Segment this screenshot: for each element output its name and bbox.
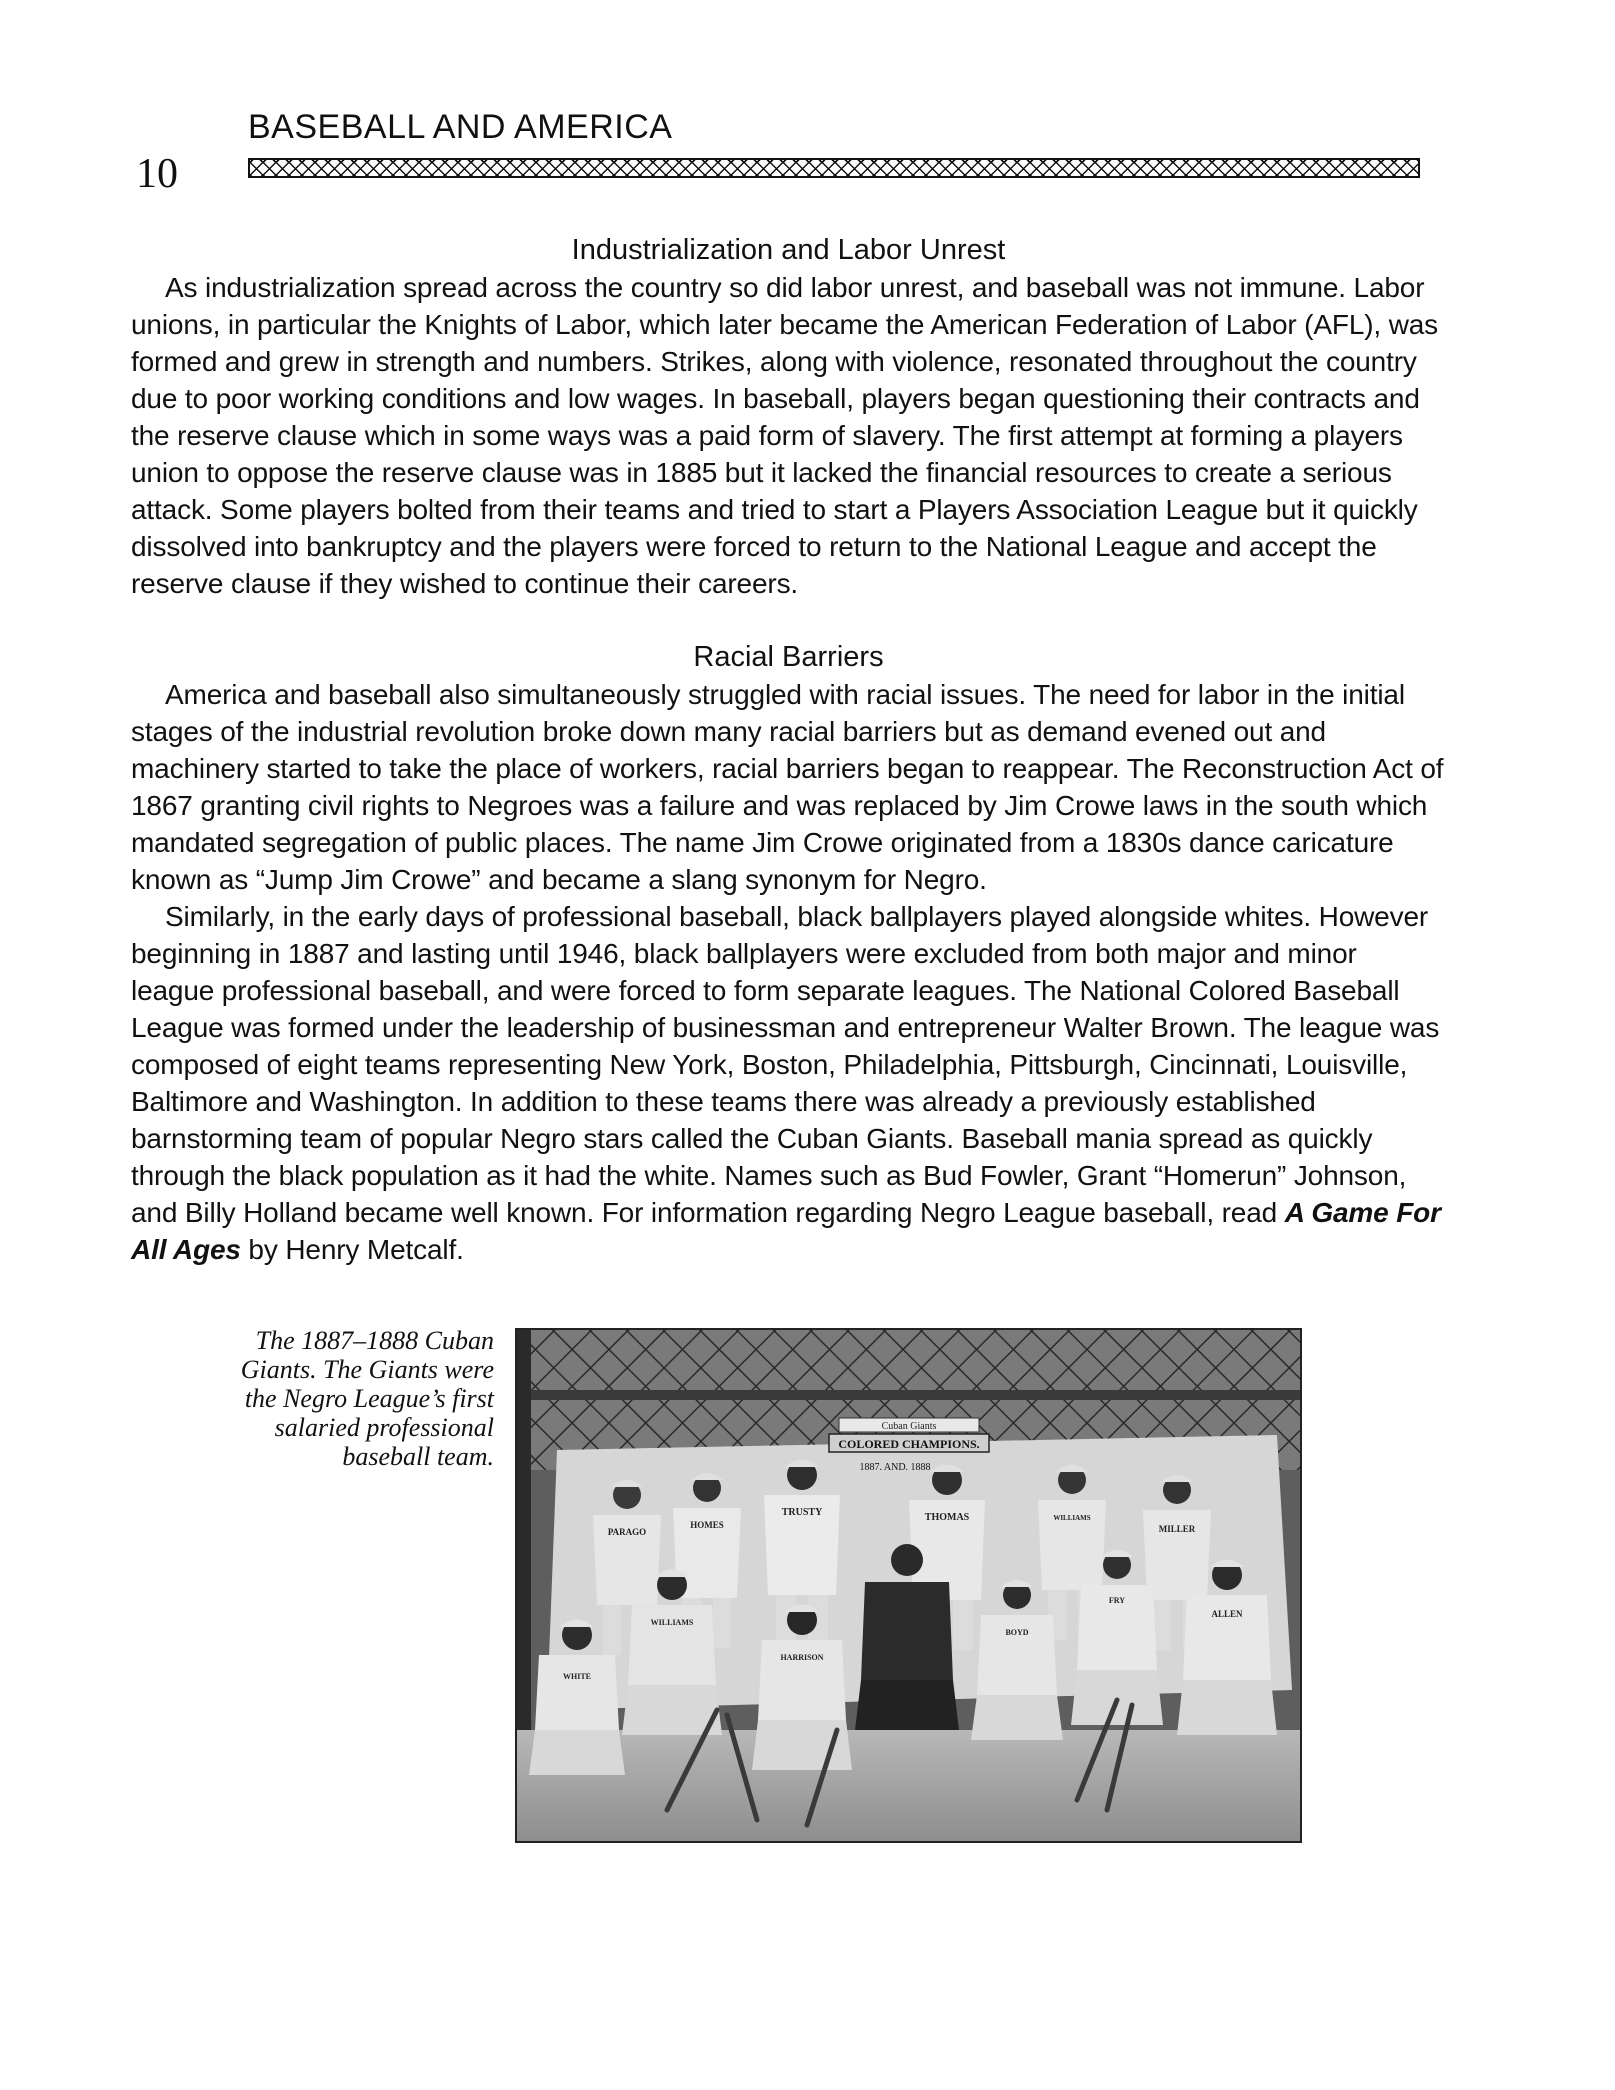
body-paragraph [131, 898, 1446, 1268]
team-photo [515, 1328, 1302, 1843]
paragraph-text: Similarly, in the early days of professional baseball, black ballplayers played alongside whites. However beginning in 1887 and lasting until 1946, black ballplayers were excluded from both major and minor league professional baseball, and were forced to form separate leagues. The National Colored Baseball League was formed under the leadership of businessman and entrepreneur Walter Brown. The league was composed of eight teams representing New York, Boston, Philadelphia, Pittsburgh, Cincinnati, Louisville, Baltimore and Washington. In addition to these teams there was already a previously established barnstorming team of popular Negro stars called the Cuban Giants. Baseball mania spread as quickly through the black population as it had the white. Names such as Bud Fowler, Grant “Homerun” Johnson, and Billy Holland became well known. For information regarding Negro League baseball, read [131, 901, 1440, 1228]
team-photo-illustration [517, 1330, 1300, 1841]
jersey-label: PARAGO [607, 1527, 647, 1537]
jersey-label: HOMES [690, 1520, 724, 1530]
jersey-label: MILLER [1158, 1524, 1196, 1534]
photo-caption: The 1887–1888 Cuban Giants. The Giants were the Negro League’s first salaried professional baseball team. [240, 1326, 494, 1471]
paragraph-text-end: by Henry Metcalf. [240, 1234, 464, 1265]
banner-years-text: 1887. AND. 1888 [859, 1462, 931, 1473]
jersey-label: ALLEN [1211, 1609, 1243, 1619]
book-title: A Game For All Ages [131, 1197, 1441, 1265]
jersey-label: THOMAS [924, 1512, 970, 1523]
decorative-rule [248, 158, 1420, 178]
section-heading: Industrialization and Labor Unrest [571, 234, 1006, 266]
body-paragraph: America and baseball also simultaneously struggled with racial issues. The need for labor in the initial stages of the industrial revolution broke down many racial barriers but as demand evened out and machinery started to take the place of workers, racial barriers began to reappear. The Reconstruction Act of 1867 granting civil rights to Negroes was a failure and was replaced by Jim Crowe laws in the south which mandated segregation of public places. The name Jim Crowe originated from a 1830s dance caricature known as “Jump Jim Crowe” and became a slang synonym for Negro. [131, 679, 1444, 895]
jersey-label: FRY [1108, 1596, 1126, 1605]
jersey-label: TRUSTY [781, 1507, 823, 1518]
section-industrialization [131, 231, 1446, 602]
jersey-label: HARRISON [780, 1653, 824, 1662]
jersey-label: WILLIAMS [1053, 1514, 1091, 1522]
running-head: BASEBALL AND AMERICA [248, 108, 673, 146]
banner-small-text: Cuban Giants [881, 1421, 937, 1432]
jersey-label: BOYD [1005, 1628, 1029, 1637]
body-paragraph: As industrialization spread across the country so did labor unrest, and baseball was not immune. Labor unions, in particular the Knights of Labor, which later became the American Federation of Labor (AFL), was formed and grew in strength and numbers. Strikes, along with violence, resonated throughout the country due to poor working conditions and low wages. In baseball, players began questioning their contracts and the reserve clause which in some ways was a paid form of slavery. The first attempt at forming a players union to oppose the reserve clause was in 1885 but it lacked the financial resources to create a serious attack. Some players bolted from their teams and tried to start a Players Association League but it quickly dissolved into bankruptcy and the players were forced to return to the National League and accept the reserve clause if they wished to continue their careers. [131, 272, 1439, 599]
jersey-label: WILLIAMS [650, 1618, 694, 1627]
jersey-label: WHITE [562, 1672, 592, 1681]
section-racial-barriers [131, 638, 1446, 1268]
page-number: 10 [136, 151, 178, 197]
banner-main-text: COLORED CHAMPIONS. [838, 1437, 980, 1451]
section-heading: Racial Barriers [693, 641, 884, 673]
